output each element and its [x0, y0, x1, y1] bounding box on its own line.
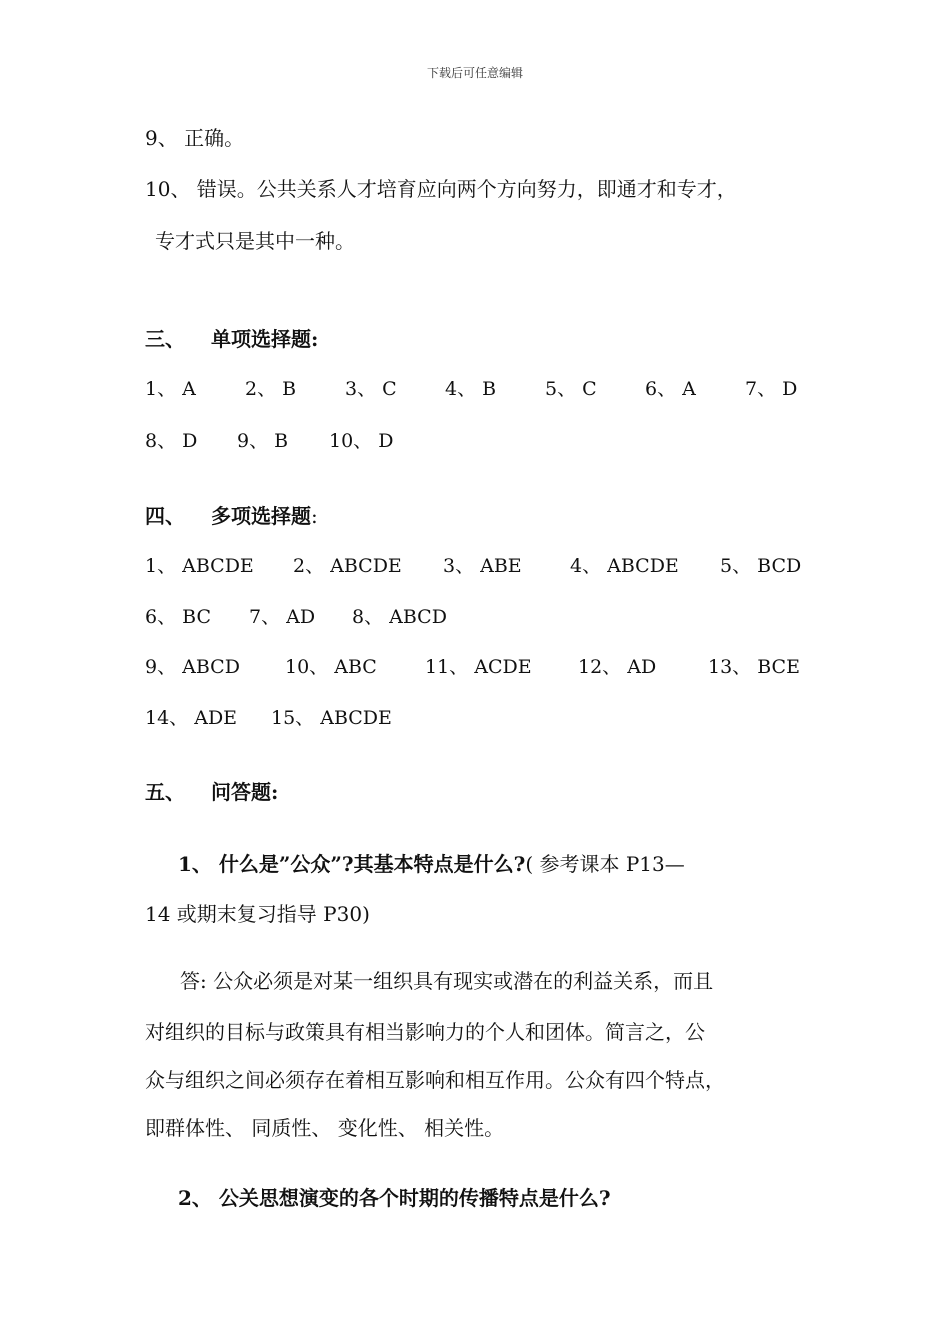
question-1: [178, 852, 685, 876]
multi-choice-answer: 5、 BCD: [720, 555, 802, 577]
section-3-heading: [145, 327, 318, 351]
section-4-colon: :: [311, 504, 318, 528]
single-choice-answer: 8、 D: [145, 430, 198, 452]
multi-choice-answer: 6、 BC: [145, 606, 211, 628]
single-choice-answer: 10、 D: [329, 430, 394, 452]
answer-1-line-1: 答: 公众必须是对某一组织具有现实或潜在的利益关系，而且: [180, 969, 714, 993]
multi-choice-answer: 9、 ABCD: [145, 656, 240, 678]
page-header: 下载后可任意编辑: [426, 66, 523, 80]
section-5-number: 五、: [145, 780, 185, 804]
single-choice-answer: 3、 C: [345, 378, 397, 400]
answer-1-line-2: 对组织的目标与政策具有相当影响力的个人和团体。简言之，公: [145, 1020, 705, 1044]
single-choice-answer: 4、 B: [445, 378, 497, 400]
answer-10-continued: 专才式只是其中一种。: [155, 229, 355, 253]
multi-choice-answer: 13、 BCE: [708, 656, 800, 678]
multi-choice-answer: 10、 ABC: [285, 656, 377, 678]
single-choice-answer: 7、 D: [745, 378, 798, 400]
multi-choice-answer: 2、 ABCDE: [293, 555, 402, 577]
multi-choice-answer: 15、 ABCDE: [271, 707, 392, 729]
section-4-heading: [145, 504, 318, 528]
answer-9: 9、 正确。: [145, 126, 245, 150]
section-4-title: 多项选择题: [211, 504, 311, 528]
answer-1-line-3: 众与组织之间必须存在着相互影响和相互作用。公众有四个特点，: [145, 1068, 725, 1092]
multi-choice-answer: 4、 ABCDE: [570, 555, 679, 577]
single-choice-answer: 2、 B: [245, 378, 297, 400]
multi-choice-answer: 12、 AD: [578, 656, 657, 678]
multi-choice-answer: 3、 ABE: [443, 555, 522, 577]
section-5-title: 问答题:: [211, 780, 279, 804]
multi-choice-answer: 11、 ACDE: [425, 656, 532, 678]
answer-10: 10、 错误。公共关系人才培育应向两个方向努力，即通才和专才，: [145, 177, 737, 201]
section-3-number: 三、: [145, 327, 185, 351]
single-choice-answer: 6、 A: [645, 378, 696, 400]
section-4-number: 四、: [145, 504, 185, 528]
section-3-title: 单项选择题:: [211, 327, 319, 351]
multi-choice-answer: 1、 ABCDE: [145, 555, 254, 577]
single-choice-answer: 9、 B: [237, 430, 289, 452]
multi-choice-answer: 14、 ADE: [145, 707, 238, 729]
question-1-text: 1、 什么是”公众”?其基本特点是什么?: [178, 852, 526, 876]
single-choice-answer: 1、 A: [145, 378, 196, 400]
answer-1-line-4: 即群体性、 同质性、 变化性、 相关性。: [145, 1116, 505, 1140]
multi-choice-answer: 7、 AD: [249, 606, 316, 628]
question-2: 2、 公关思想演变的各个时期的传播特点是什么?: [178, 1186, 611, 1210]
single-choice-answer: 5、 C: [545, 378, 597, 400]
multi-choice-answer: 8、 ABCD: [352, 606, 447, 628]
question-1-reference: ( 参考课本 P13—: [525, 852, 685, 876]
section-5-heading: [145, 780, 278, 804]
question-1-reference-continued: 14 或期末复习指导 P30): [145, 902, 370, 926]
